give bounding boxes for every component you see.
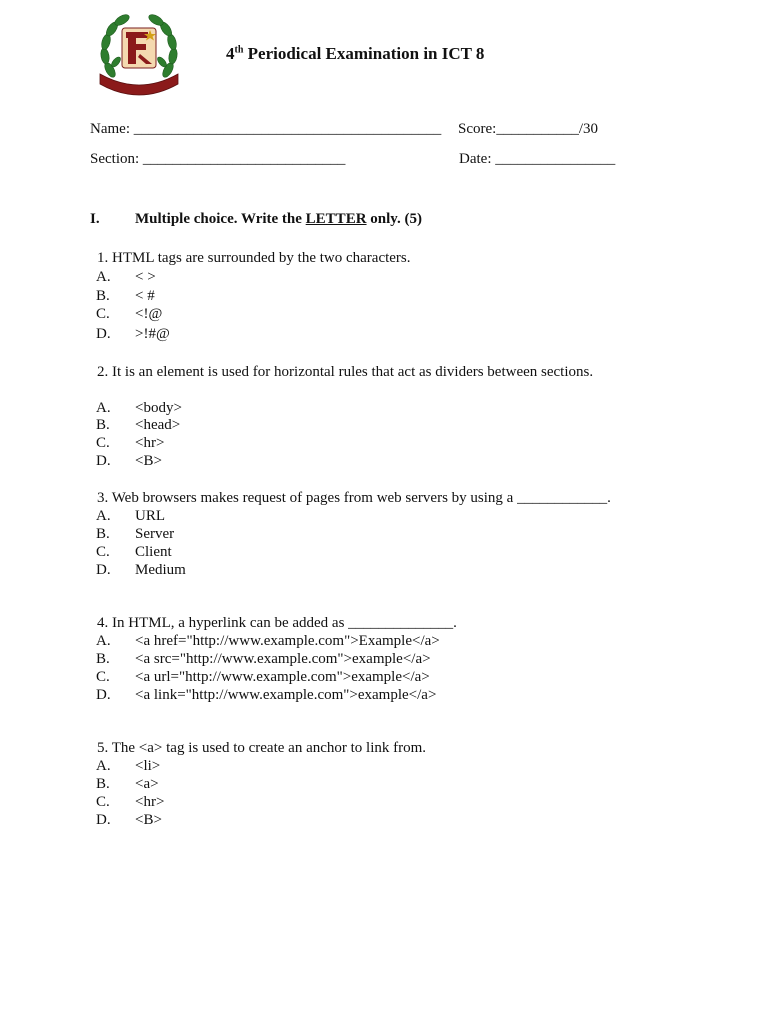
option-text: <body> xyxy=(135,400,182,416)
option-letter: B. xyxy=(96,526,110,542)
option-text: URL xyxy=(135,508,165,524)
instructions-tail: only. (5) xyxy=(366,211,422,227)
option-letter: A. xyxy=(96,269,111,285)
section-numeral: I. xyxy=(90,211,100,227)
question-4-text: 4. In HTML, a hyperlink can be added as ______________. xyxy=(97,615,457,631)
option-text: <a link="http://www.example.com">example</a> xyxy=(135,687,437,703)
option-letter: A. xyxy=(96,633,111,649)
option-letter: D. xyxy=(96,562,111,578)
option-text: < > xyxy=(135,269,156,285)
option-letter: B. xyxy=(96,776,110,792)
option-letter: C. xyxy=(96,794,110,810)
option-letter: B. xyxy=(96,417,110,433)
option-text: < # xyxy=(135,288,155,304)
option-text: <!@ xyxy=(135,306,163,322)
section-instructions xyxy=(135,211,422,228)
question-5-text: 5. The <a> tag is used to create an anchor to link from. xyxy=(97,740,427,756)
title-number: 4 xyxy=(226,44,235,63)
option-letter: B. xyxy=(96,288,110,304)
option-text: >!#@ xyxy=(135,326,170,342)
option-letter: D. xyxy=(96,326,111,342)
option-text: <a src="http://www.example.com">example</a> xyxy=(135,651,431,667)
instructions-lead: Multiple choice. Write the xyxy=(135,211,306,227)
question-3-text: 3. Web browsers makes request of pages from web servers by using a ____________. xyxy=(97,490,611,506)
option-text: <li> xyxy=(135,758,161,774)
title-text: Periodical Examination in ICT 8 xyxy=(243,44,485,63)
option-text: <head> xyxy=(135,417,181,433)
option-letter: A. xyxy=(96,508,111,524)
section-field[interactable]: Section: ___________________________ xyxy=(90,151,346,167)
option-letter: C. xyxy=(96,306,110,322)
option-letter: C. xyxy=(96,435,110,451)
option-letter: C. xyxy=(96,669,110,685)
instructions-emphasis: LETTER xyxy=(305,211,367,227)
option-text: <B> xyxy=(135,812,162,828)
option-letter: A. xyxy=(96,400,111,416)
option-text: Server xyxy=(135,526,175,542)
option-text: <a href="http://www.example.com">Example</a> xyxy=(135,633,440,649)
page-title xyxy=(226,44,484,64)
option-letter: D. xyxy=(96,453,111,469)
option-text: <a url="http://www.example.com">example</a> xyxy=(135,669,430,685)
option-letter: D. xyxy=(96,687,111,703)
option-text: <hr> xyxy=(135,794,165,810)
option-text: <B> xyxy=(135,453,162,469)
question-2-text: 2. It is an element is used for horizontal rules that act as dividers between sections. xyxy=(97,364,594,380)
name-field[interactable]: Name: _________________________________________ xyxy=(90,121,442,137)
question-1-text: 1. HTML tags are surrounded by the two characters. xyxy=(97,250,411,266)
title-superscript: th xyxy=(234,44,244,56)
option-letter: B. xyxy=(96,651,110,667)
option-text: <a> xyxy=(135,776,159,792)
date-field[interactable]: Date: ________________ xyxy=(459,151,616,167)
score-field[interactable]: Score:___________/30 xyxy=(458,121,598,137)
option-letter: C. xyxy=(96,544,110,560)
laurel-crest-icon xyxy=(96,10,182,96)
option-text: Medium xyxy=(135,562,186,578)
school-logo xyxy=(96,10,182,96)
option-text: Client xyxy=(135,544,172,560)
option-text: <hr> xyxy=(135,435,165,451)
option-letter: D. xyxy=(96,812,111,828)
option-letter: A. xyxy=(96,758,111,774)
